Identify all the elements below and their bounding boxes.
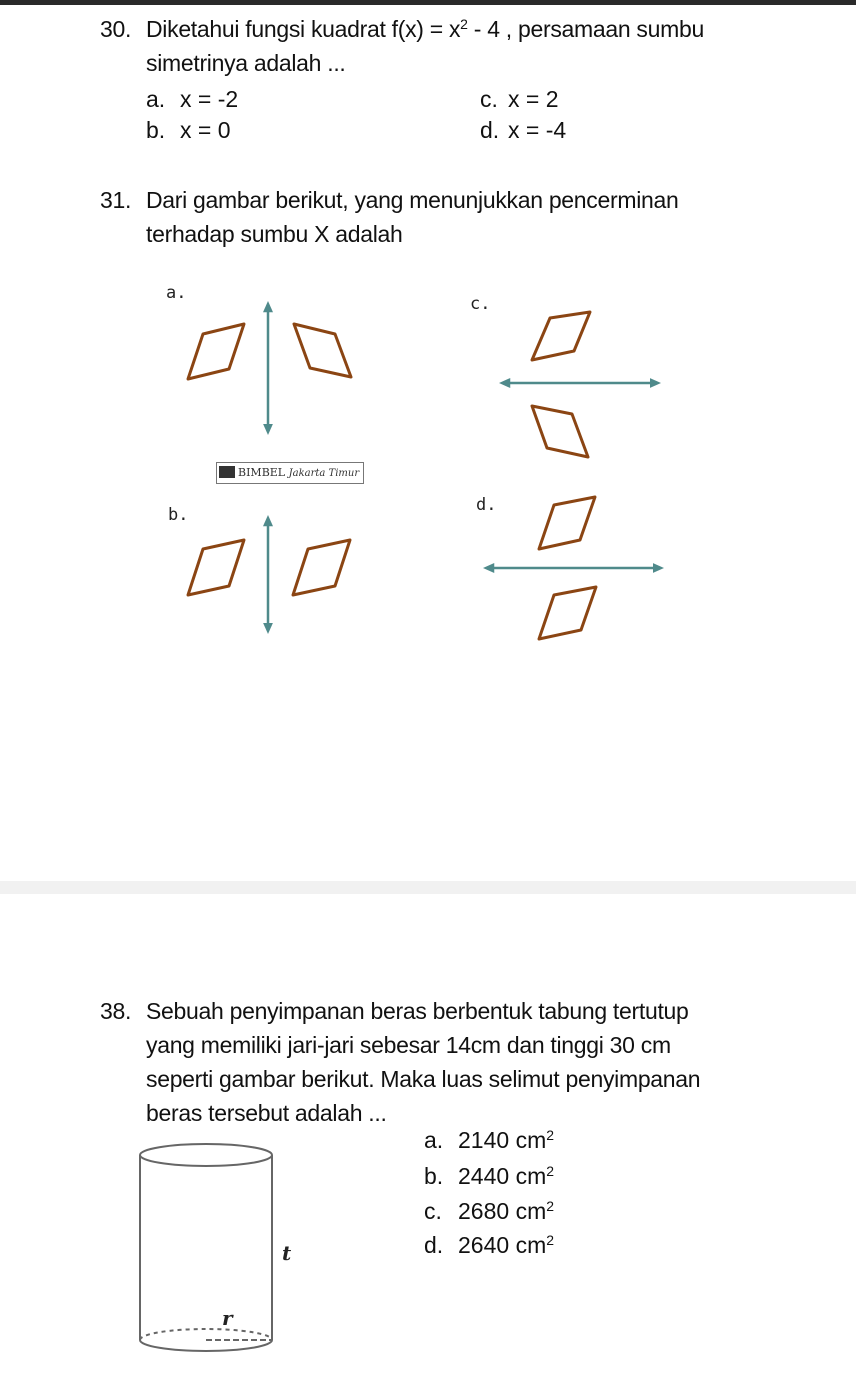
parallelogram-shape: [532, 406, 588, 457]
question-line: yang memiliki jari-jari sebesar 14cm dan tinggi 30 cm: [146, 1032, 671, 1058]
figure-label-b: b.: [168, 505, 189, 525]
figure-label-a: a.: [166, 283, 187, 303]
question-number: 31.: [100, 187, 132, 213]
height-label: t: [282, 1241, 292, 1265]
parallelogram-shape: [293, 540, 350, 595]
question-number: 30.: [100, 16, 132, 42]
cylinder-figure: [132, 1140, 292, 1370]
radius-label: r: [222, 1306, 233, 1330]
figure-a[interactable]: [188, 306, 351, 430]
question-line: Dari gambar berikut, yang menunjukkan pencerminan: [146, 187, 679, 213]
people-icon: [219, 466, 235, 478]
reflection-figures: [0, 0, 856, 660]
watermark-logo: BIMBEL Jakarta Timur: [216, 462, 364, 484]
question-38: [100, 994, 840, 1130]
parallelogram-shape: [539, 497, 595, 549]
question-text: [146, 994, 700, 1130]
section-divider: [0, 881, 856, 894]
parallelogram-shape: [532, 312, 590, 360]
cylinder-top: [140, 1144, 272, 1166]
cylinder-bottom-front: [140, 1340, 272, 1351]
figure-label-c: c.: [470, 294, 491, 314]
question-line: simetrinya adalah ...: [146, 50, 346, 76]
parallelogram-shape: [539, 587, 596, 639]
question-line: Diketahui fungsi kuadrat $f(x) = x^2 - 4$ , persamaan sumbu: [146, 16, 704, 42]
question-number: 38.: [100, 998, 132, 1024]
question-line: Sebuah penyimpanan beras berbentuk tabung tertutup: [146, 998, 689, 1024]
figure-c[interactable]: [504, 312, 656, 457]
parallelogram-shape: [294, 324, 351, 377]
parallelogram-shape: [188, 324, 244, 379]
question-line: seperti gambar berikut. Maka luas selimut penyimpanan: [146, 1066, 701, 1092]
cylinder-bottom-back: [140, 1329, 272, 1340]
figure-d[interactable]: [488, 497, 659, 639]
question-line: terhadap sumbu X adalah: [146, 221, 403, 247]
figure-label-d: d.: [476, 495, 497, 515]
figure-b[interactable]: [188, 520, 350, 629]
parallelogram-shape: [188, 540, 244, 595]
question-line: beras tersebut adalah ...: [146, 1100, 387, 1126]
